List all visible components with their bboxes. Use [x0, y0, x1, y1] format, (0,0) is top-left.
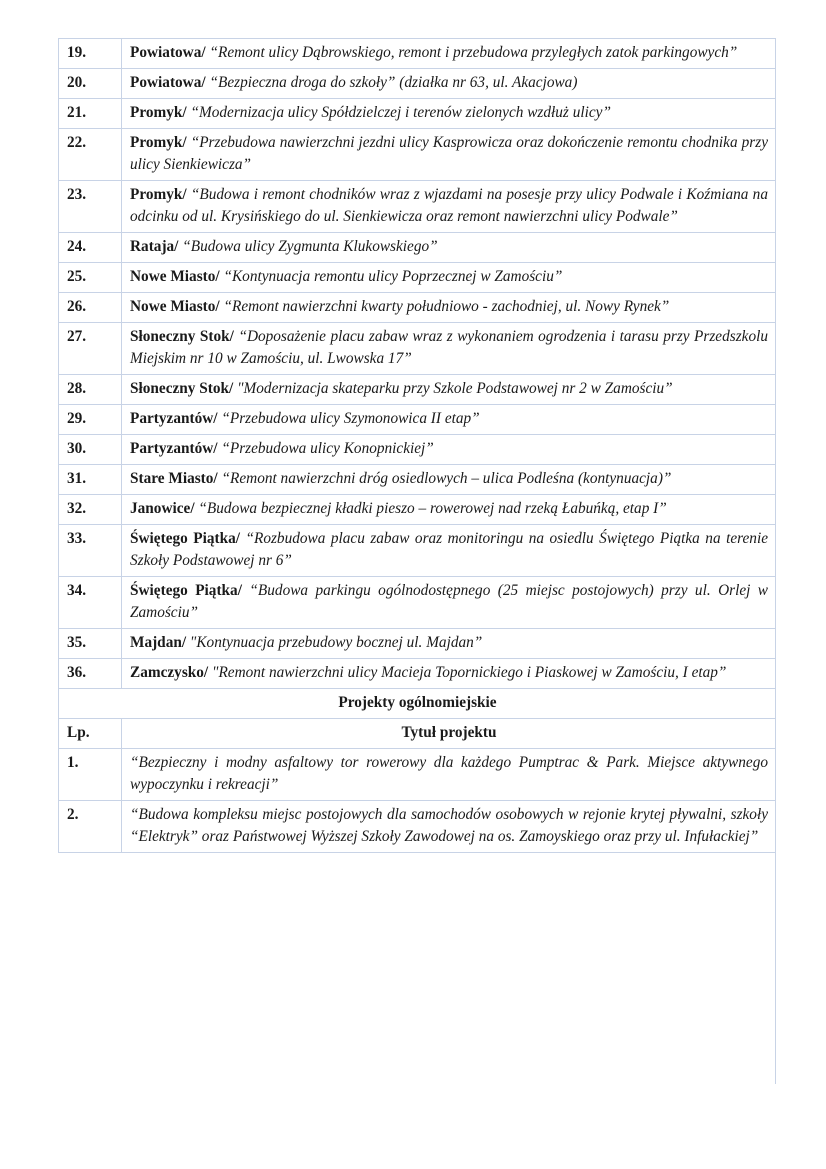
project-title: "Kontynuacja przebudowy bocznej ul. Majdan”	[189, 634, 483, 651]
district-projects	[59, 39, 777, 689]
row-project	[122, 375, 777, 405]
section-row	[59, 689, 777, 719]
project-title: "Remont nawierzchni ulicy Macieja Topornickiego i Piaskowej w Zamościu, I etap”	[212, 664, 727, 681]
project-title: “Remont nawierzchni dróg osiedlowych – ulica Podleśna (kontynuacja)”	[221, 470, 672, 487]
table-row	[59, 233, 777, 263]
row-number: 29.	[59, 405, 122, 435]
row-project	[122, 465, 777, 495]
district-name: Janowice/	[130, 500, 195, 517]
district-name: Partyzantów/	[130, 410, 218, 427]
row-number: 25.	[59, 263, 122, 293]
district-name: Świętego Piątka/	[130, 530, 240, 547]
row-project	[122, 233, 777, 263]
table-row	[59, 405, 777, 435]
city-projects-section	[59, 689, 777, 749]
district-name: Świętego Piątka/	[130, 582, 242, 599]
table-row	[59, 99, 777, 129]
project-title: “Budowa i remont chodników wraz z wjazdami na posesje przy ulicy Podwale i Koźmiana na odcinku od ul. Krysińskiego do ul. Sienkiewicza oraz remont nawierzchni ulicy Podwale”	[130, 186, 768, 225]
district-name: Nowe Miasto/	[130, 298, 220, 315]
project-title: “Budowa kompleksu miejsc postojowych dla samochodów osobowych w rejonie krytej pływalni, szkoły “Elektryk” oraz Państwowej Wyższej Szkoły Zawodowej na os. Zamoyskiego oraz przy ul. Infułackiej”	[130, 806, 768, 845]
table-row	[59, 495, 777, 525]
row-project	[122, 69, 777, 99]
table-row	[59, 749, 777, 801]
row-number: 32.	[59, 495, 122, 525]
table-row	[59, 659, 777, 689]
row-project	[122, 749, 777, 801]
row-project	[122, 629, 777, 659]
row-project	[122, 293, 777, 323]
row-project	[122, 323, 777, 375]
row-project	[122, 659, 777, 689]
row-number: 27.	[59, 323, 122, 375]
row-project	[122, 99, 777, 129]
row-number: 34.	[59, 577, 122, 629]
district-name: Promyk/	[130, 186, 187, 203]
table-row	[59, 39, 777, 69]
row-project	[122, 577, 777, 629]
project-title: “Przebudowa nawierzchni jezdni ulicy Kasprowicza oraz dokończenie remontu chodnika przy ulicy Sienkiewicza”	[130, 134, 768, 173]
district-name: Partyzantów/	[130, 440, 218, 457]
row-number: 19.	[59, 39, 122, 69]
table-row	[59, 263, 777, 293]
row-number: 2.	[59, 801, 122, 853]
row-number: 24.	[59, 233, 122, 263]
row-project	[122, 129, 777, 181]
row-project	[122, 435, 777, 465]
row-number: 35.	[59, 629, 122, 659]
row-number: 33.	[59, 525, 122, 577]
row-number: 21.	[59, 99, 122, 129]
row-project	[122, 263, 777, 293]
table-row	[59, 525, 777, 577]
district-name: Promyk/	[130, 134, 187, 151]
row-number: 23.	[59, 181, 122, 233]
header-title: Tytuł projektu	[122, 719, 777, 749]
district-name: Powiatowa/	[130, 74, 206, 91]
row-number: 1.	[59, 749, 122, 801]
district-name: Słoneczny Stok/	[130, 380, 234, 397]
row-project	[122, 525, 777, 577]
table-row	[59, 465, 777, 495]
district-name: Rataja/	[130, 238, 179, 255]
table-row	[59, 181, 777, 233]
table-row	[59, 129, 777, 181]
row-number: 26.	[59, 293, 122, 323]
district-name: Powiatowa/	[130, 44, 206, 61]
header-lp: Lp.	[59, 719, 122, 749]
project-title: “Budowa ulicy Zygmunta Klukowskiego”	[182, 238, 438, 255]
table-row	[59, 577, 777, 629]
project-title: “Doposażenie placu zabaw wraz z wykonaniem ogrodzenia i tarasu przy Przedszkolu Miejskim nr 10 w Zamościu, ul. Lwowska 17”	[130, 328, 768, 367]
row-project	[122, 181, 777, 233]
project-title: “Remont nawierzchni kwarty południowo - zachodniej, ul. Nowy Rynek”	[223, 298, 670, 315]
project-title: “Modernizacja ulicy Spółdzielczej i terenów zielonych wzdłuż ulicy”	[190, 104, 611, 121]
row-number: 30.	[59, 435, 122, 465]
project-title: “Rozbudowa placu zabaw oraz monitoringu na osiedlu Świętego Piątka na terenie Szkoły Podstawowej nr 6”	[130, 530, 768, 569]
district-name: Zamczysko/	[130, 664, 209, 681]
project-title: “Remont ulicy Dąbrowskiego, remont i przebudowa przyległych zatok parkingowych”	[209, 44, 738, 61]
district-name: Majdan/	[130, 634, 187, 651]
district-name: Słoneczny Stok/	[130, 328, 234, 345]
row-project	[122, 495, 777, 525]
table-row	[59, 435, 777, 465]
project-title: “Budowa bezpiecznej kładki pieszo – rowerowej nad rzeką Łabuńką, etap I”	[198, 500, 667, 517]
district-name: Stare Miasto/	[130, 470, 218, 487]
table-row	[59, 323, 777, 375]
row-number: 20.	[59, 69, 122, 99]
table-row	[59, 375, 777, 405]
row-number: 31.	[59, 465, 122, 495]
district-name: Nowe Miasto/	[130, 268, 220, 285]
row-number: 22.	[59, 129, 122, 181]
header-row	[59, 719, 777, 749]
row-project	[122, 39, 777, 69]
district-name: Promyk/	[130, 104, 187, 121]
project-title: "Modernizacja skateparku przy Szkole Podstawowej nr 2 w Zamościu”	[237, 380, 673, 397]
row-project	[122, 405, 777, 435]
project-title: “Bezpieczny i modny asfaltowy tor rowerowy dla każdego Pumptrac & Park. Miejsce aktywnego wypoczynku i rekreacji”	[130, 754, 768, 793]
projects-table	[58, 38, 776, 853]
project-title: “Bezpieczna droga do szkoły” (działka nr 63, ul. Akacjowa)	[209, 74, 578, 91]
project-title: “Kontynuacja remontu ulicy Poprzecznej w Zamościu”	[223, 268, 563, 285]
table-row	[59, 801, 777, 853]
project-title: “Przebudowa ulicy Szymonowica II etap”	[221, 410, 480, 427]
project-title: “Budowa parkingu ogólnodostępnego (25 miejsc postojowych) przy ul. Orlej w Zamościu”	[130, 582, 769, 621]
city-projects	[59, 749, 777, 853]
table-row	[59, 629, 777, 659]
section-title: Projekty ogólnomiejskie	[59, 689, 777, 719]
table-row	[59, 69, 777, 99]
row-number: 28.	[59, 375, 122, 405]
row-project	[122, 801, 777, 853]
row-number: 36.	[59, 659, 122, 689]
project-title: “Przebudowa ulicy Konopnickiej”	[221, 440, 434, 457]
table-row	[59, 293, 777, 323]
